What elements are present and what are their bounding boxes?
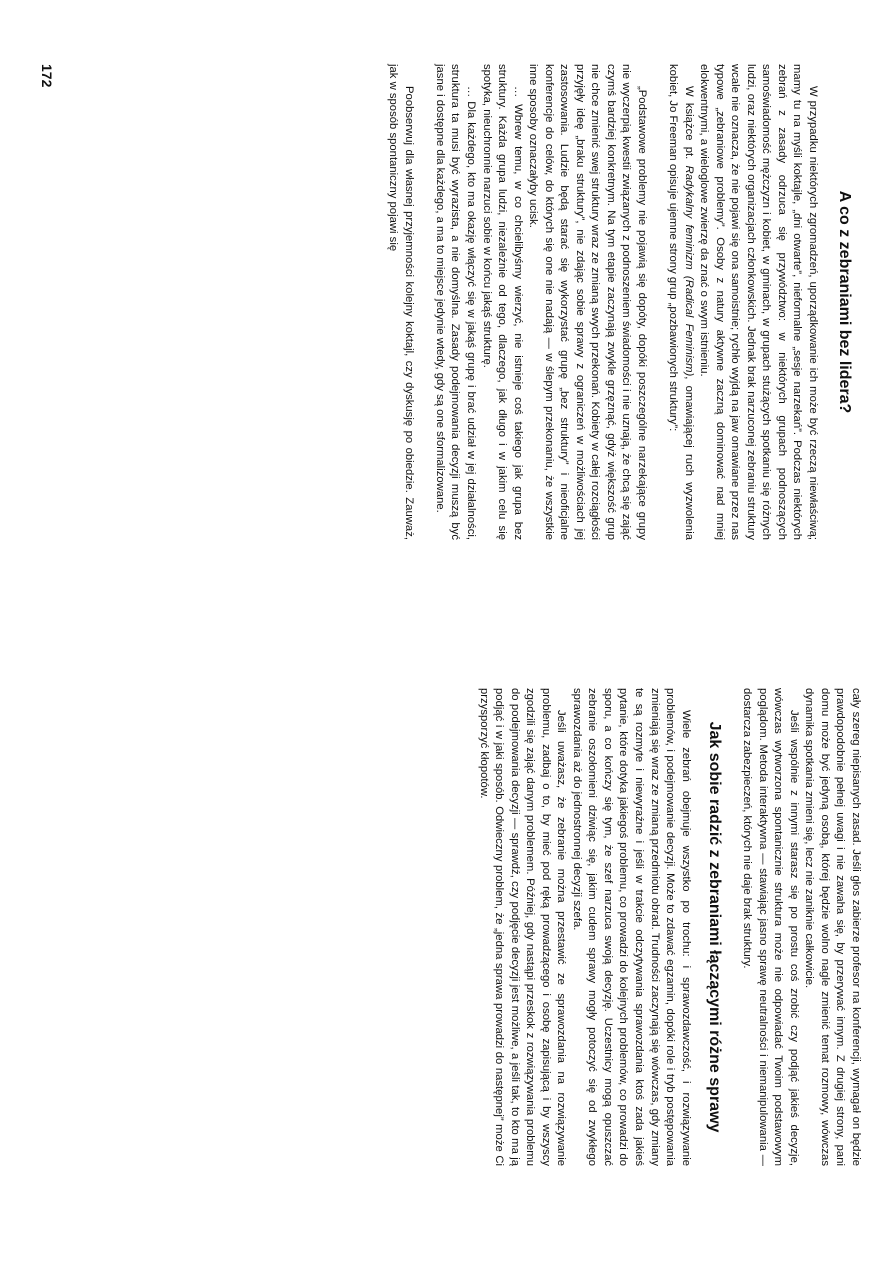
section-heading-mixed-meetings: Jak sobie radzić z zebraniami łączącymi różne sprawy xyxy=(705,721,723,1133)
quote-paragraph: … Dla każdego, kto ma okazję włączyć się w jakąś grupę i brać udział w jej działalności, struktura ta musi być wyrazista, a nie domyślna. Zasady podejmowania decyzji muszą być jasne i dostępne dla każdego, a ma to miejsce jedynie wtedy, gdy są one sformalizowane. xyxy=(433,64,478,540)
quote-paragraph: „Podstawowe problemy nie pojawią się dopóty, dopóki poszczególne narzekające grupy nie wyczerpią kwestii związanych z podnoszeniem świadomości i nie uznają, że chcą się zająć czymś bardziej konkretnym. Na tym etapie zaczynają zwykle grzęznąć, gdyż większość grup nie chce zmienić swej struktury wraz ze zmianą swych przekonań. Kobiety w całej rozciągłości przyjęły ideę „braku struktury”, nie zdając sobie sprawy z ograniczeń w możliwościach jej zastosowania. Ludzie będą starać się wykorzystać grupę „bez struktury” i nieoficjalne konferencje do celów, do których się one nie nadają — w ślepym przekonaniu, że wszystkie inne sposoby oznaczałyby ucisk. xyxy=(527,64,649,540)
section-heading-leaderless-meetings: A co z zebraniami bez lidera? xyxy=(836,190,853,414)
quote-paragraph: … Wbrew temu, w co chcielibyśmy wierzyć, nie istnieje coś takiego jak grupa bez struktury. Każda grupa ludzi, niezależnie od tego, dlaczego, jak długo i w jakim celu się spotyka, nieuchronnie narzuci sobie w końcu jakąś strukturę. xyxy=(480,64,524,540)
paragraph: W przypadku niektórych zgromadzeń, uporządkowanie ich może być rzeczą niewłaściwą; mamy tu na myśli koktajle, „dni otwarte”, nieformalne „sesje narzekań”. Podczas niektórych zebrań z zasady odrzuca się przywództwo: w niektórych grupach podnoszących samoświadomość mężczyzn i kobiet, w gminach, w grupach stużących spotkaniu się różnych ludzi, oraz niektórych organizacjach członkowskich. Jednak brak narzuconej zebraniu struktury wcale nie oznacza, że nie pojawi się ona samoistnie; rychło wyjdą na jaw omawiane przez nas typowe „zebraniowe problemy”. Osoby z natury aktywne zaczną dominować nad mniej elokwentnymi, a wieloglowe zwierzę da znać o swym istnieniu. xyxy=(698,64,819,540)
paragraph: W książce pt. Radykalny feminizm (Radical Feminism), omawiającej ruch wyzwolenia kobiet, Jo Freeman opisuje ujemne strony grup „pozbawionych struktury”: xyxy=(667,64,695,540)
left-column xyxy=(385,64,863,540)
paragraph: Jeśli wspólnie z innymi starasz się po prostu coś zrobić czy podjąć jakieś decyzje, wówczas wytworzona spontanicznie struktura może nie odpowiadać Twoim podstawowym poglądom. Metoda interaktywna — stawiając jasno sprawę neutralności i niemanipulowania — dostarcza zabezpieczeń, których nie daje brak struktury. xyxy=(741,688,800,1166)
page-number: 172 xyxy=(39,64,55,88)
paragraph: cały szereg niepisanych zasad. Jeśli głos zabierze profesor na konferencji, wymagał on będzie prawdopodobnie pełnej uwagi i nie zawaha się, by przerywać innym. Z drugiej strony, pani domu może być jedyną osobą, której będzie wolno nagle zmienić temat rozmowy, wówczas dynamika spotkania zmieni się, lecz nie zaniknie całkowicie. xyxy=(803,688,862,1166)
right-column xyxy=(475,688,863,1166)
book-title: Radykalny feminizm (Radical Feminism) xyxy=(682,165,695,377)
paragraph: Jeśli uważasz, że zebranie można przestawić ze sprawozdania na rozwiązywanie problemu, zadbaj o to, by mieć pod ręką prowadzącego i osobę zapisującą i by wszyscy zgodzili się zająć danym problemem. Później, gdy nastąpi przeskok z rozwiązywania problemu do podejmowania decyzji — sprawdź, czy podjęcie decyzji jest możliwe, a jeśli tak, to kto ma ją podjąć i w jaki sposób. Odwieczny problem, że „jedna sprawa prowadzi do następnej” może Ci przysporzyć kłopotów. xyxy=(477,688,568,1166)
paragraph: Poobserwuj dla własnej przyjemności kolejny koktajl, czy dyskusję po obiedzie. Zauważ, jak w sposób spontaniczny pojawi się xyxy=(387,64,415,540)
paragraph: Wiele zebrań obejmuje wszystko po trochu: i sprawozdawczość, i rozwiązywanie problemów, i podejmowanie decyzji. Może to zdawać egzamin, dopóki role i tryb postępowania zmieniają się wraz ze zmianą przedmiotu obrad. Trudności zaczynają się wówczas, gdy zmiany te są rozmyte i niewyraźne i jeśli w trakcie odczytywania sprawozdania ktoś zada jakieś pytanie, które dotyka jakiegoś problemu, co prowadzi do kolejnych problemów, co prowadzi do sporu, a co kończy się tym, że szef narzuca swoją decyzję. Uczestnicy mogą opuszczać zebranie oszołomieni dziwiąc się, jakim cudem sprawy mogły potoczyć się od zwykłego sprawozdania aż do jednostronnej decyzji szefa. xyxy=(570,688,692,1166)
